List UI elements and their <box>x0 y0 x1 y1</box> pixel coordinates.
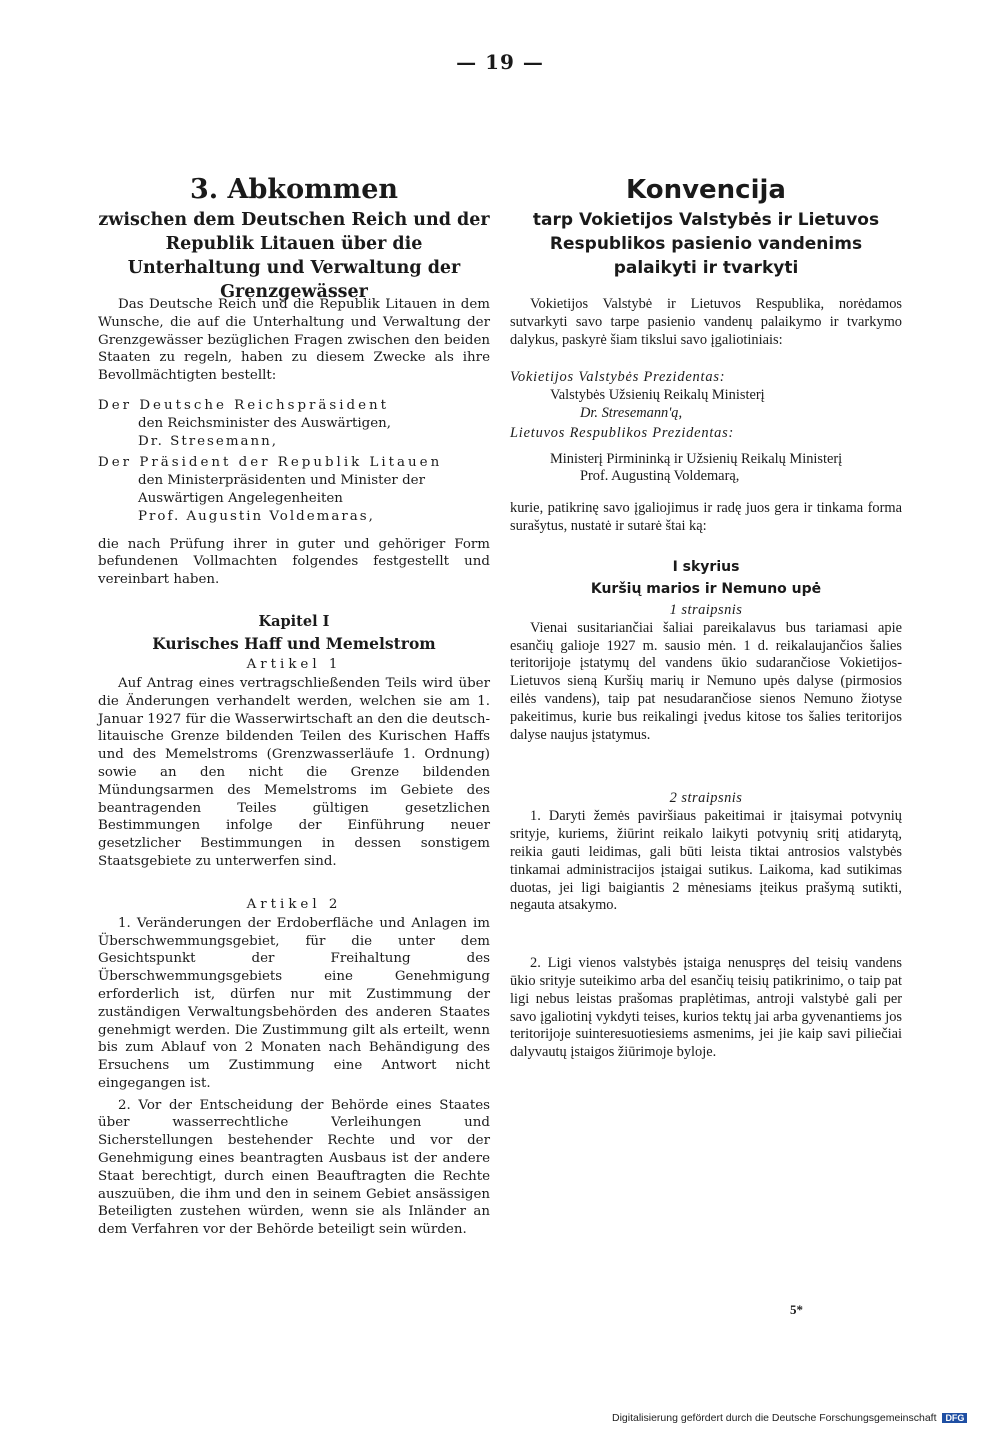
german-article-2-paragraph-1: 1. Veränderungen der Erdoberfläche und Anlagen im Überschwemmungsgebiet, für die unter dem Gesichtspunkt der Freihaltung des Überschwemmungsgebiets eine Genehmigung erforderlich ist, dürfen nur mit Zustimmung der zuständigen Verwaltungsbehörden des anderen Staates genehmigt werden. Die Zustimmung gilt als erteilt, wenn bis zum Ablauf von 2 Monaten nach Behändigung des Ersuchens um Zustimmung eine Antwort nicht eingegangen ist. <box>98 915 490 1091</box>
lithuanian-closing: kurie, patikrinę savo įgaliojimus ir radę juos gera ir tinkama forma surašytus, nustatė ir sutarė štai ką: <box>510 500 902 534</box>
german-article-1-text: Auf Antrag eines vertragschließenden Teils wird über die Änderungen verhandelt werden, welchen sie am 1. Januar 1927 für die Wasserwirtschaft an den die deutsch-litauische Grenze bildenden Teilen des Kurischen Haffs und des Memelstroms (Grenzwasserläufe 1. Ordnung) sowie an den nicht die Grenze bildenden Mündungsarmen des Memelstroms im Gebiete des beantragenden Teiles gültigen gesetzlichen Bestimmungen infolge der Einführung neuer gesetzlicher Bestimmungen in dessen sonstigem Staatsgebiete zu unterwerfen sind. <box>98 675 490 869</box>
german-president-1: Der Deutsche Reichspräsident <box>98 397 390 413</box>
lithuanian-article-2-heading: 2 straipsnis <box>669 790 743 807</box>
lithuanian-delegate-2-name: Prof. Augustiną Voldemarą, <box>580 468 740 485</box>
lithuanian-article-1-text: Vienai susitariančiai šaliai pareikalavus bus tariamasi apie esančių galioje 1927 m. sausio mėn. 1 d. reikalaujančios šalies teritorijoje įstatymų del vandens ūkio sudarančiose Vokietijos-Lietuvos sieną Kuršių marių ir Nemuno upės dalyse (pirmosios eilės vandens), taip pat nesudarančiose sienos Nemuno žiotyse pakeitimus, kurie bus reikalingi įvedus kitose tos šalies teritorijos dalyse naujus įstatymus. <box>510 619 902 743</box>
german-delegate-2-name: Prof. Augustin Voldemaras, <box>138 508 375 524</box>
lithuanian-article-1-heading: 1 straipsnis <box>669 601 743 618</box>
german-president-2: Der Präsident der Republik Litauen <box>98 455 443 471</box>
lithuanian-title: Konvencija <box>626 175 786 205</box>
german-article-2-heading: Artikel 2 <box>246 896 342 912</box>
german-delegate-2-title: den Ministerpräsidenten und Minister der Auswärtigen Angelegenheiten <box>138 473 425 506</box>
german-article-1-heading: Artikel 1 <box>246 656 342 672</box>
lithuanian-delegate-1-title: Valstybės Užsienių Reikalų Ministerį <box>550 387 765 404</box>
lithuanian-column <box>510 172 902 1062</box>
lithuanian-article-2-paragraph-1: 1. Daryti žemės paviršiaus pakeitimai ir įtaisymai potvynių srityje, kuriems, žiūrint reikalo laikyti potvynių sritį atidarytą, reikia gauti leidimas, gali būti leista tiktai antrosios valstybės tinkamai administracijos įstaigai sutikus. Laikoma, kad sutikimas duotas, jei ligi baigiantis 2 mėnesiams įteikus prašymą sutikti, negauta atsakymo. <box>510 808 902 914</box>
german-title: 3. Abkommen <box>189 174 399 205</box>
lithuanian-delegate-1-name: Dr. Stresemann'ą, <box>580 404 683 421</box>
german-column <box>98 172 490 1239</box>
lithuanian-delegate-2-title: Ministerį Pirmininką ir Užsienių Reikalų Ministerį <box>550 450 843 467</box>
lithuanian-chapter-title: Kuršių marios ir Nemuno upė <box>590 580 822 597</box>
lithuanian-president-2: Lietuvos Respublikos Prezidentas: <box>510 424 735 441</box>
german-intro: Das Deutsche Reich und die Republik Litauen in dem Wunsche, die auf die Unterhaltung und Verwaltung der Grenzgewässer bezüglichen Fragen zwischen den beiden Staaten zu regeln, haben zu diesem Zwecke als ihre Bevollmächtigten bestellt: <box>98 297 490 384</box>
german-delegate-1-title: den Reichsminister des Auswärtigen, <box>138 415 392 431</box>
german-chapter-heading: Kapitel I <box>258 612 330 630</box>
german-delegate-1-name: Dr. Stresemann, <box>138 433 279 449</box>
lithuanian-chapter-heading: I skyrius <box>672 558 740 575</box>
lithuanian-article-2-paragraph-2: 2. Ligi vienos valstybės įstaiga nenuspręs del teisių vandens ūkio srityje suteikimo arba del esančių teisių patikrinimo, o taip pat ligi nebus leistas prašomas praplėtimas, antroji valstybė gali per savo įgaliotinį vykdyti teises, kurios tektų jai arba gyvenantiems jos teritorijoje suinteresuotiesiems asmenims, jei jie kaip savi piliečiai dalyvautų įstaigos žiūrimoje byloje. <box>510 955 902 1061</box>
digitization-credit <box>612 1412 967 1424</box>
lithuanian-president-1: Vokietijos Valstybės Prezidentas: <box>510 369 726 386</box>
german-article-2-paragraph-2: 2. Vor der Entscheidung der Behörde eines Staates über wasserrechtliche Verleihungen und Sicherstellungen bestehender Rechte und vor der Genehmigung eines beantragten Ausbaus ist der andere Staat berechtigt, durch einen Beauftragten die Rechte auszuüben, die ihm und den in seinem Gebiet ansässigen Beteiligten zustehen würden, wenn sie als Inländer an dem Verfahren vor der Behörde beteiligt sein würden. <box>98 1097 490 1238</box>
lithuanian-intro: Vokietijos Valstybė ir Lietuvos Respublika, norėdamos sutvarkyti savo tarpe pasienio vandenų palaikymo ir tvarkymo dalykus, paskyrė šiam tikslui savo įgaliotiniais: <box>510 296 902 348</box>
german-closing: die nach Prüfung ihrer in guter und gehöriger Form befundenen Vollmachten folgendes festgestellt und vereinbart haben. <box>98 536 490 588</box>
german-subtitle: zwischen dem Deutschen Reich und der Republik Litauen über die Unterhaltung und Verwaltung der Grenzgewässer <box>98 210 490 302</box>
signature-mark: 5* <box>790 1302 803 1317</box>
page-number: — 19 — <box>456 50 544 74</box>
lithuanian-subtitle: tarp Vokietijos Valstybės ir Lietuvos Respublikos pasienio vandenims palaikyti ir tvarkyti <box>532 210 880 278</box>
credit-text: Digitalisierung gefördert durch die Deutsche Forschungsgemeinschaft <box>612 1412 937 1424</box>
dfg-logo-icon: DFG <box>942 1413 967 1423</box>
german-chapter-title: Kurisches Haff und Memelstrom <box>152 633 436 653</box>
